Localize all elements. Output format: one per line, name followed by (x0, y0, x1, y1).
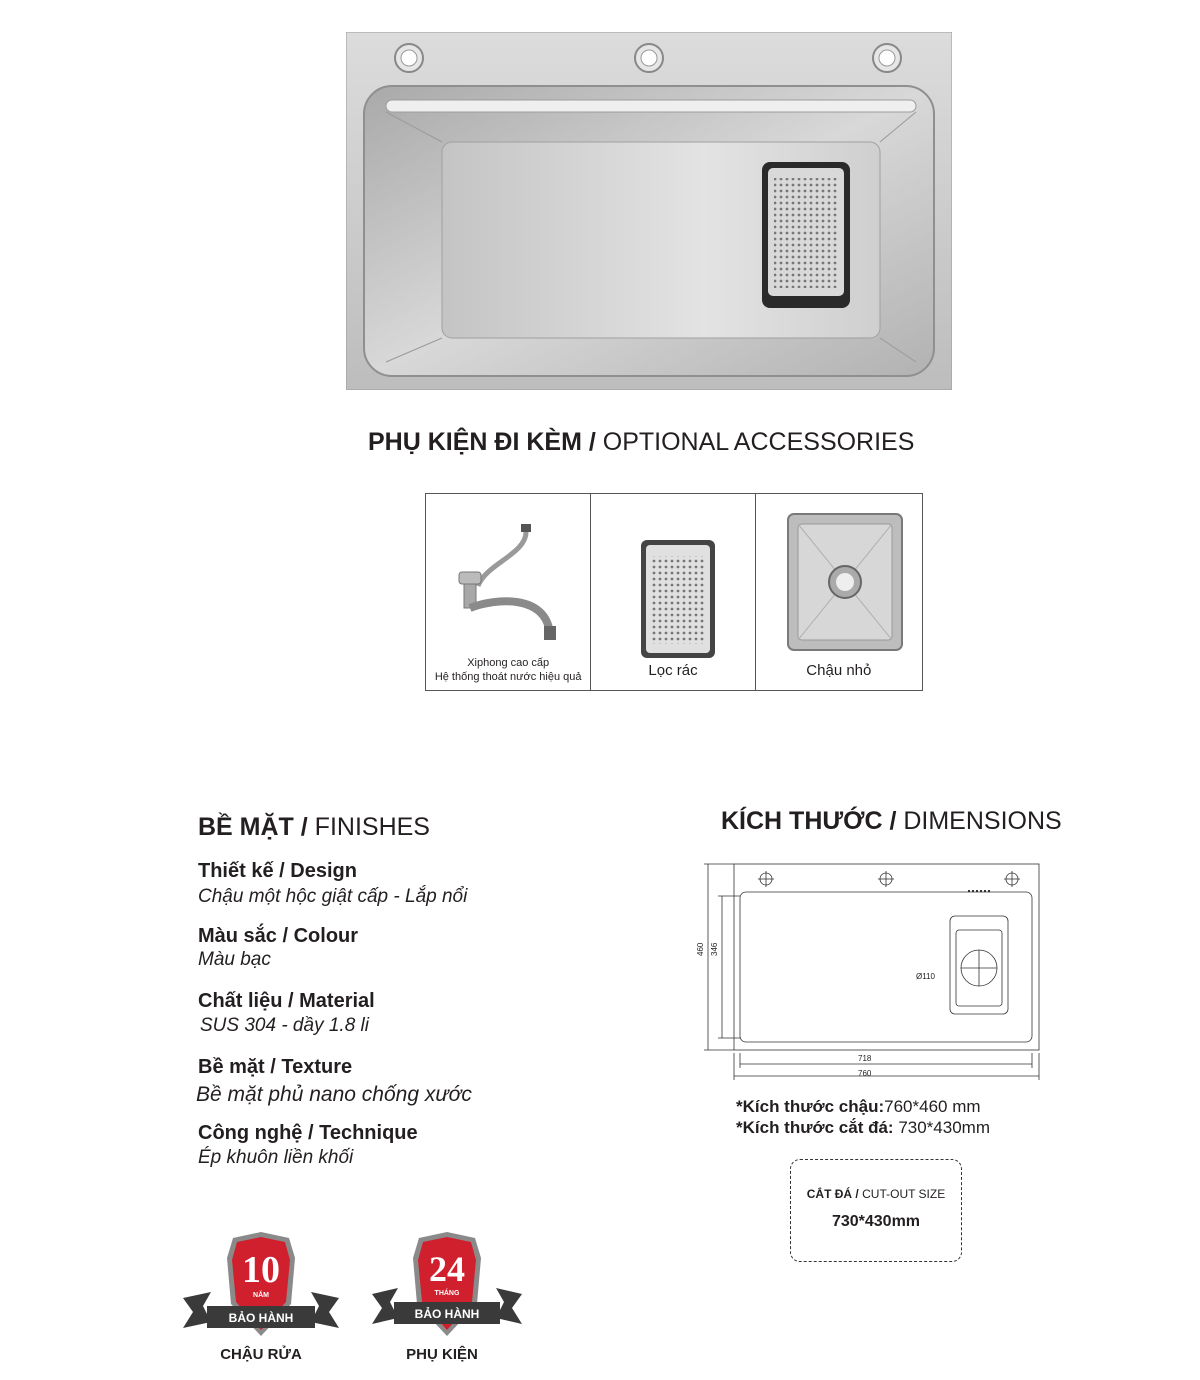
dim-height-outer: 460 (696, 942, 705, 956)
dim-height-inner: 346 (710, 942, 719, 956)
spec-technique-value: Ép khuôn liền khối (198, 1147, 354, 1168)
spec-material-label: Chất liệu / Material (198, 990, 375, 1012)
finishes-title-en: FINISHES (314, 813, 430, 841)
accessory-siphon (426, 494, 591, 690)
tap-hole-left (395, 44, 423, 72)
siphon-image (426, 514, 592, 664)
dimensions-heading (721, 807, 1062, 836)
warranty-caption-sink: CHẬU RỬA (220, 1346, 302, 1363)
spec-texture-value: Bề mặt phủ nano chống xước (196, 1083, 472, 1106)
siphon-caption-1: Xiphong cao cấp (467, 657, 550, 669)
strainer-image (591, 534, 756, 674)
warranty-months: 24 (429, 1249, 465, 1289)
small-bowl-image (756, 512, 923, 652)
spec-design-value: Chậu một hộc giật cấp - Lắp nổi (198, 886, 468, 907)
siphon-caption-2: Hệ thống thoát nước hiệu quả (434, 671, 582, 683)
warranty-banner-2: BẢO HÀNH (414, 1307, 480, 1321)
note-sink-size: *Kích thước chậu:760*460 mm (736, 1097, 981, 1116)
dim-width-inner: 718 (858, 1054, 872, 1063)
cutout-value: 730*430mm (831, 1213, 921, 1230)
warranty-years: 10 (242, 1249, 280, 1291)
cutout-title: CẮT ĐÁ / CUT-OUT SIZE (806, 1187, 946, 1201)
tap-hole-middle (635, 44, 663, 72)
basket-strainer (762, 162, 850, 308)
spec-design-label: Thiết kế / Design (198, 860, 357, 882)
accessories-title-vi: PHỤ KIỆN ĐI KÈM / (368, 428, 596, 456)
warranty-badge-sink (183, 1232, 339, 1342)
accessory-strainer (591, 494, 755, 690)
sink-product-image (346, 32, 952, 390)
strainer-caption: Lọc rác (648, 662, 698, 679)
accessory-small-bowl (756, 494, 922, 690)
finishes-heading (198, 813, 430, 842)
spec-material-value: SUS 304 - dầy 1.8 li (200, 1015, 369, 1036)
spec-texture-label: Bề mặt / Texture (198, 1056, 353, 1078)
warranty-badge-accessories (372, 1232, 522, 1342)
spec-technique-label: Công nghệ / Technique (198, 1122, 418, 1144)
note-cut-size: *Kích thước cắt đá: 730*430mm (736, 1118, 990, 1137)
warranty-banner: BẢO HÀNH (228, 1311, 294, 1325)
accessories-table (425, 493, 923, 691)
dimensions-title-vi: KÍCH THƯỚC / (721, 807, 897, 835)
warranty-months-unit: THÁNG (434, 1290, 460, 1297)
warranty-years-unit: NĂM (253, 1292, 269, 1299)
tap-hole-right (873, 44, 901, 72)
spec-colour-label: Màu sắc / Colour (198, 925, 359, 947)
accessories-title-en: OPTIONAL ACCESSORIES (602, 428, 915, 456)
small-bowl-caption: Chậu nhỏ (806, 662, 872, 679)
dimension-drawing (696, 858, 1046, 1084)
finishes-title-vi: BỀ MẶT / (198, 813, 308, 841)
cutout-size-box (790, 1159, 962, 1262)
dim-drain: Ø110 (916, 972, 935, 981)
dimensions-title-en: DIMENSIONS (903, 807, 1062, 835)
dim-width-outer: 760 (858, 1069, 872, 1078)
warranty-caption-accessories: PHỤ KIỆN (406, 1346, 478, 1363)
spec-colour-value: Màu bạc (198, 949, 271, 970)
